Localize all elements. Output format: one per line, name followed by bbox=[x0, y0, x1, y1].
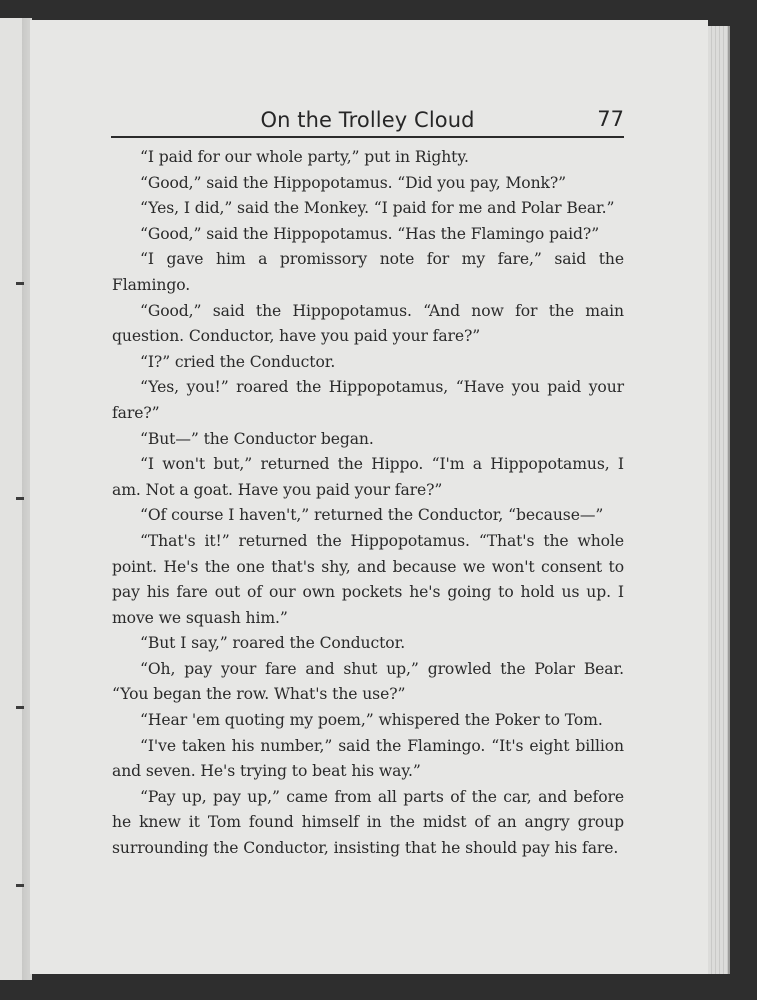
running-title: On the Trolley Cloud bbox=[260, 108, 475, 132]
paragraph: “I?” cried the Conductor. bbox=[140, 352, 336, 371]
paragraph: “Oh, pay your fare and shut up,” growled the Polar Bear. “You began the row. What's the use?” bbox=[112, 659, 624, 704]
binding-thread-mark bbox=[16, 706, 24, 709]
paragraph: “Good,” said the Hippopotamus. “Did you pay, Monk?” bbox=[140, 173, 567, 192]
binding-thread-mark bbox=[16, 282, 24, 285]
body-text bbox=[112, 145, 624, 862]
paragraph: “I paid for our whole party,” put in Righty. bbox=[140, 148, 469, 166]
page-number: 77 bbox=[597, 107, 624, 131]
paragraph: “Good,” said the Hippopotamus. “And now for the main question. Conductor, have you paid your fare?” bbox=[112, 301, 624, 346]
paragraph: “I gave him a promissory note for my fare,” said the Flamingo. bbox=[112, 250, 624, 294]
paragraph: “Yes, you!” roared the Hippopotamus, “Have you paid your fare?” bbox=[112, 378, 624, 422]
binding-thread-mark bbox=[16, 884, 24, 887]
paragraph: “I won't but,” returned the Hippo. “I'm a Hippopotamus, I am. Not a goat. Have you paid your fare?” bbox=[112, 455, 624, 499]
paragraph: “But—” the Conductor began. bbox=[140, 429, 374, 448]
paragraph: “But I say,” roared the Conductor. bbox=[140, 634, 406, 653]
paragraph: “Hear 'em quoting my poem,” whispered the Poker to Tom. bbox=[140, 711, 603, 730]
running-head bbox=[111, 104, 624, 138]
paragraph: “I've taken his number,” said the Flamingo. “It's eight billion and seven. He's trying to beat his way.” bbox=[112, 736, 624, 781]
paragraph: “Yes, I did,” said the Monkey. “I paid for me and Polar Bear.” bbox=[140, 199, 615, 218]
paragraph: “Of course I haven't,” returned the Conductor, “because—” bbox=[140, 506, 604, 525]
paragraph: “That's it!” returned the Hippopotamus. “That's the whole point. He's the one that's shy, and because we won't consent to pay his fare out of our own pockets he's going to hold us up. I move we squash him.” bbox=[112, 531, 624, 627]
binding-thread-mark bbox=[16, 497, 24, 500]
paragraph: “Good,” said the Hippopotamus. “Has the Flamingo paid?” bbox=[140, 224, 600, 243]
paragraph: “Pay up, pay up,” came from all parts of the car, and before he knew it Tom found himself in the midst of an angry group surrounding the Conductor, insisting that he should pay his fare. bbox=[112, 787, 624, 858]
